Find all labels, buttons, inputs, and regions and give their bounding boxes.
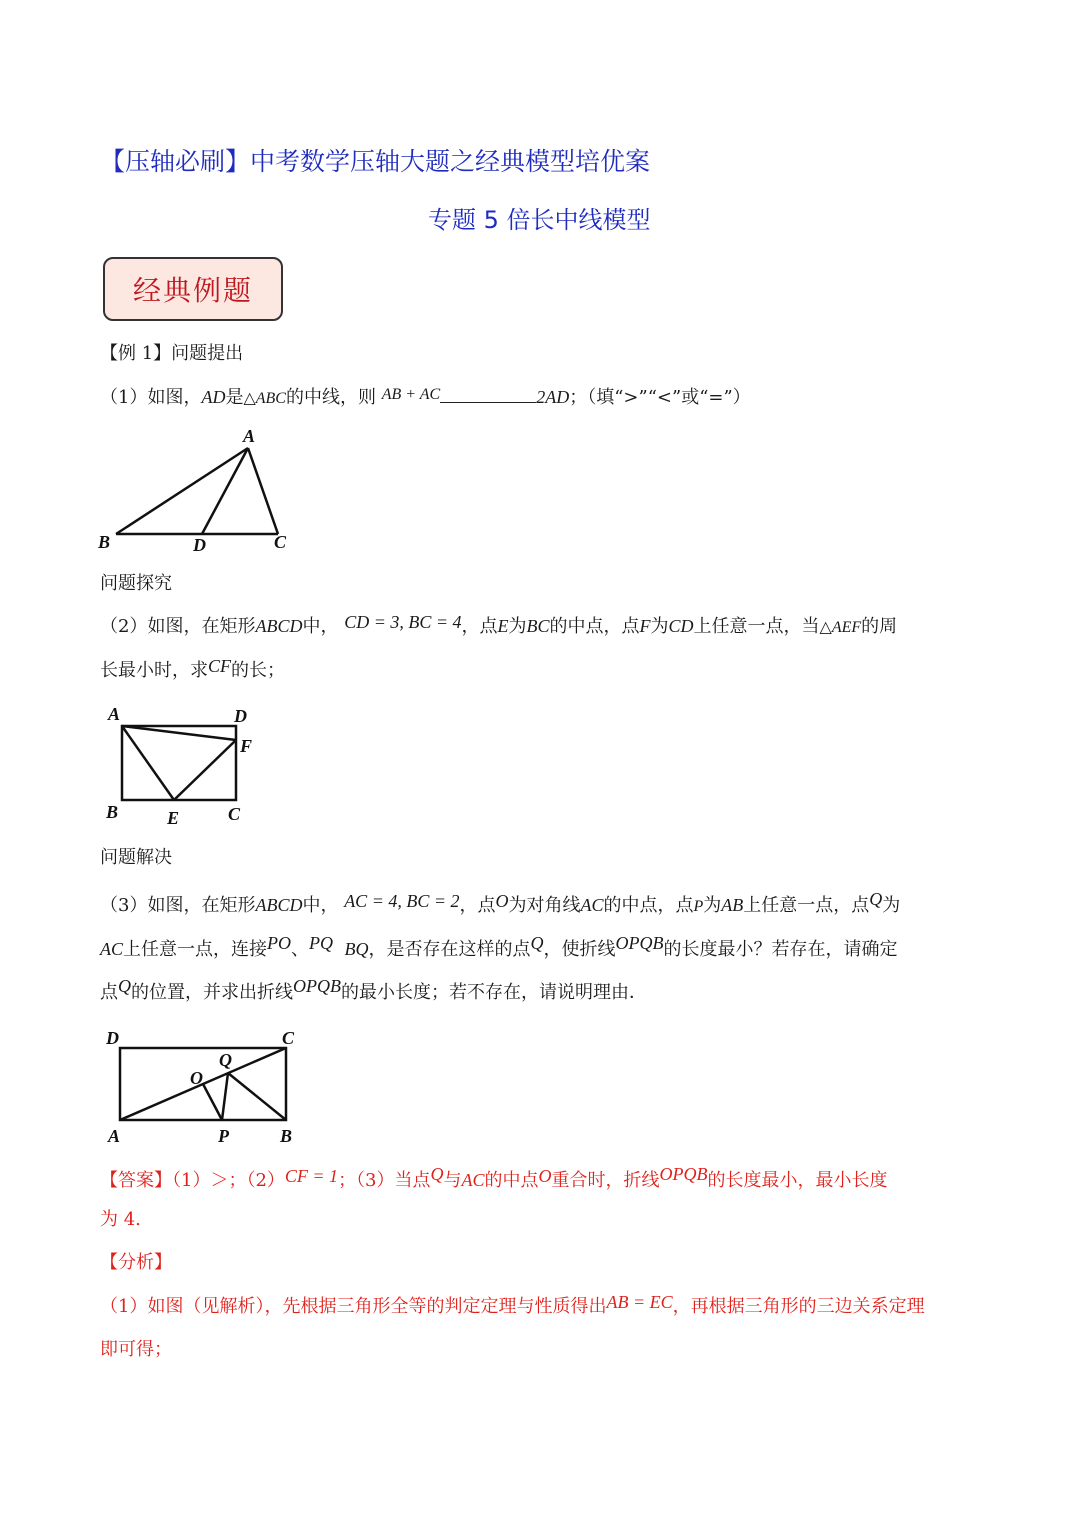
analysis-label: 【分析】 [100, 1252, 172, 1273]
q2-text: 的长； [231, 660, 286, 681]
q2-text: 的周 [861, 616, 898, 637]
fig3-label-a: A [108, 1126, 121, 1146]
answer-line-1 [100, 1164, 888, 1193]
q3-given: AC = 4, BC = 2 [344, 891, 460, 911]
q2-text: 长最小时，求 [100, 660, 208, 681]
q2-text: （2）如图，在矩形 [100, 616, 256, 637]
q3-text: 的位置，并求出折线 [131, 982, 293, 1003]
q3-text: 中， [302, 895, 339, 916]
answer-label: 【答案】 [100, 1170, 172, 1191]
answer-text: ；（3）当点 [338, 1170, 431, 1191]
q3-text: 为 [703, 895, 722, 916]
section-badge-label: 经典例题 [132, 274, 253, 307]
q2-text: 上任意一点，当 [693, 616, 820, 637]
q2-cf: CF [208, 656, 232, 676]
fig3-label-c: C [282, 1028, 295, 1048]
figure-triangle-abc [96, 424, 296, 556]
analysis-text: （1）如图（见解析），先根据三角形全等的判定定理与性质得出 [100, 1296, 607, 1317]
q3-text: （3）如图，在矩形 [100, 895, 256, 916]
q3-text: 的长度最小？若存在，请确定 [663, 939, 898, 960]
fig2-label-c: C [228, 804, 241, 824]
fig1-label-d: D [193, 535, 206, 555]
q3-text: 上任意一点，连接 [123, 939, 268, 960]
answer-text: 与 [443, 1170, 462, 1191]
answer-ac: AC [461, 1170, 485, 1190]
q3-po: PO [267, 933, 292, 953]
q1-median: 的中线，则 [285, 387, 376, 408]
q3-text: 为 [882, 895, 901, 916]
answer-text: 重合时，折线 [551, 1170, 660, 1191]
answer-text: （1）＞；（2） [172, 1170, 285, 1191]
q2-cd: CD [668, 616, 694, 636]
q1-prefix: （1）如图， [100, 387, 202, 408]
example-title: 【例 1】问题提出 [100, 343, 244, 364]
q3-opqb: OPQB [615, 933, 664, 953]
q3-q: Q [118, 976, 131, 996]
fig1-label-c: C [274, 532, 287, 552]
q3-q: Q [869, 889, 883, 909]
answer-text: 的长度最小，最小长度 [707, 1170, 888, 1191]
q3-bq: BQ [344, 939, 369, 959]
answer-cf: CF = 1 [284, 1166, 339, 1186]
analysis-eq: AB = EC [606, 1292, 673, 1312]
q2-text: ，点 [461, 616, 498, 637]
question-1 [100, 384, 751, 411]
q3-q: Q [530, 933, 544, 953]
section-badge [103, 257, 283, 321]
answer-q: Q [430, 1164, 444, 1184]
figure-rectangle-opqb [100, 1024, 310, 1148]
q3-text: ，使折线 [543, 939, 616, 960]
q2-rect: ABCD [255, 616, 303, 636]
q3-pq: PQ [309, 933, 334, 953]
q3-text: 的最小长度；若不存在，请说明理由． [341, 982, 647, 1003]
fig1-label-b: B [98, 532, 111, 552]
q2-given: CD = 3, BC = 4 [344, 612, 462, 632]
q2-f: F [639, 616, 651, 636]
q3-sep: 、 [291, 939, 310, 960]
topic-title: 专题 5 倍长中线模型 [428, 206, 651, 234]
fig3-label-q: Q [219, 1050, 232, 1070]
q1-rhs: 2AD [536, 387, 570, 407]
fig2-label-b: B [106, 802, 119, 822]
fig2-label-a: A [108, 704, 121, 724]
fig3-label-p: P [218, 1126, 229, 1146]
fig3-label-o: O [190, 1068, 203, 1088]
question-2-line-2 [100, 658, 285, 683]
part-3-heading: 问题解决 [100, 847, 172, 868]
q2-e: E [497, 616, 509, 636]
answer-opqb: OPQB [659, 1164, 708, 1184]
fig1-label-a: A [243, 426, 256, 446]
question-3-line-1 [100, 889, 901, 919]
question-3-line-2 [100, 933, 898, 962]
fig2-label-f: F [240, 736, 253, 756]
answer-blank[interactable] [440, 384, 536, 403]
q3-text: 为对角线 [508, 895, 581, 916]
q3-text: ，是否存在这样的点 [368, 939, 531, 960]
q2-bc: BC [526, 616, 550, 636]
fig2-label-d: D [234, 706, 247, 726]
q3-o: O [495, 891, 509, 911]
q3-p: P [693, 898, 704, 915]
fig3-label-d: D [106, 1028, 119, 1048]
q3-text: ，点 [459, 895, 496, 916]
q3-ac: AC [100, 939, 124, 959]
analysis-text: ，再根据三角形的三边关系定理 [672, 1296, 925, 1317]
q2-text: 的中点，点 [549, 616, 640, 637]
figure-rectangle-aef [100, 700, 270, 830]
answer-line-2: 为 4. [100, 1209, 141, 1230]
analysis-line-2: 即可得； [100, 1339, 172, 1360]
answer-text: 的中点 [484, 1170, 539, 1191]
analysis-line-1 [100, 1294, 925, 1319]
question-3-line-3 [100, 976, 647, 1005]
q3-opqb: OPQB [293, 976, 341, 996]
q3-rect: ABCD [255, 895, 303, 915]
answer-o: O [538, 1166, 552, 1186]
q3-ab: AB [721, 895, 744, 915]
fig2-label-e: E [167, 808, 180, 828]
q1-triangle: △ABC [243, 390, 286, 407]
q3-text: 上任意一点，点 [743, 895, 870, 916]
part-2-heading: 问题探究 [100, 573, 172, 594]
q3-ac: AC [580, 895, 604, 915]
question-2-line-1 [100, 614, 897, 640]
q3-text: 的中点，点 [603, 895, 694, 916]
q2-triangle: △AEF [819, 619, 862, 636]
q3-text: 点 [100, 982, 118, 1003]
series-title: 【压轴必刷】中考数学压轴大题之经典模型培优案 [100, 147, 651, 176]
q2-text: 为 [650, 616, 669, 637]
fig3-label-b: B [280, 1126, 293, 1146]
q2-text: 中， [302, 616, 339, 637]
q2-text: 为 [508, 616, 527, 637]
q1-ad: AD [201, 387, 226, 407]
q1-sum: AB + AC [381, 386, 441, 403]
q1-is: 是 [225, 387, 244, 408]
q1-fill-hint: ；（填“>”“<”或“=”） [569, 387, 751, 408]
